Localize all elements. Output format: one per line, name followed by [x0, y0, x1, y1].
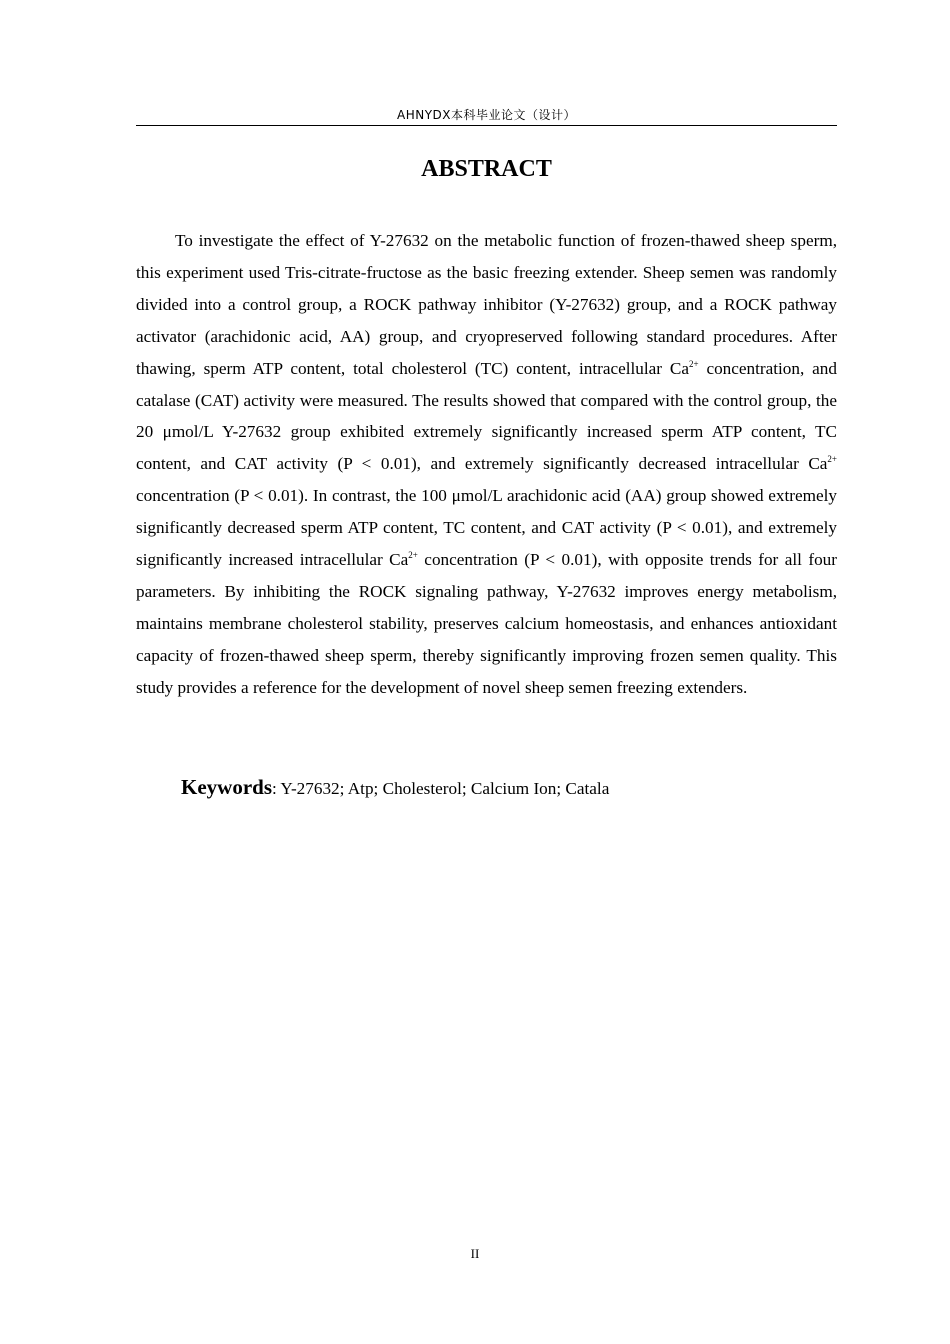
abstract-text-part-3: concentration (P < 0.01). In contrast, the 100 μmol/L arachidonic acid (AA) group showed extremely significantly decreased sperm ATP content, TC content, and CAT activity (P < 0.01), and extremely significantly increased intracellular Ca: [136, 486, 837, 570]
abstract-text-part-1: To investigate the effect of Y-27632 on the metabolic function of frozen-thawed sheep sperm, this experiment used Tris-citrate-fructose as the basic freezing extender. Sheep semen was randomly divided into a control group, a ROCK pathway inhibitor (Y-27632) group, and a ROCK pathway activator (arachidonic acid, AA) group, and cryopreserved following standard procedures. After thawing, sperm ATP content, total cholesterol (TC) content, intracellular Ca: [136, 231, 837, 378]
superscript-charge: 2+: [688, 358, 699, 369]
keywords-line: [181, 772, 609, 804]
superscript-charge: 2+: [827, 454, 837, 465]
abstract-paragraph: [136, 225, 837, 704]
abstract-title: ABSTRACT: [421, 156, 552, 182]
running-header: AHNYDX本科毕业论文（设计）: [396, 108, 576, 122]
header-divider: [136, 125, 837, 126]
superscript-charge: 2+: [408, 550, 418, 561]
abstract-text-part-4: concentration (P < 0.01), with opposite trends for all four parameters. By inhibiting the ROCK signaling pathway, Y-27632 improves energy metabolism, maintains membrane cholesterol stability, preserves calcium homeostasis, and enhances antioxidant capacity of frozen-thawed sheep sperm, thereby significantly improving frozen semen quality. This study provides a reference for the development of novel sheep semen freezing extenders.: [136, 550, 837, 697]
page-number: II: [470, 1246, 480, 1261]
keywords-label: Keywords: [181, 775, 272, 799]
abstract-text-part-2: concentration, and catalase (CAT) activity were measured. The results showed that compared with the control group, the 20 μmol/L Y-27632 group exhibited extremely significantly increased sperm ATP content, TC content, and CAT activity (P < 0.01), and extremely significantly decreased intracellular Ca: [136, 358, 837, 474]
keywords-list: : Y-27632; Atp; Cholesterol; Calcium Ion; Catala: [272, 779, 610, 798]
